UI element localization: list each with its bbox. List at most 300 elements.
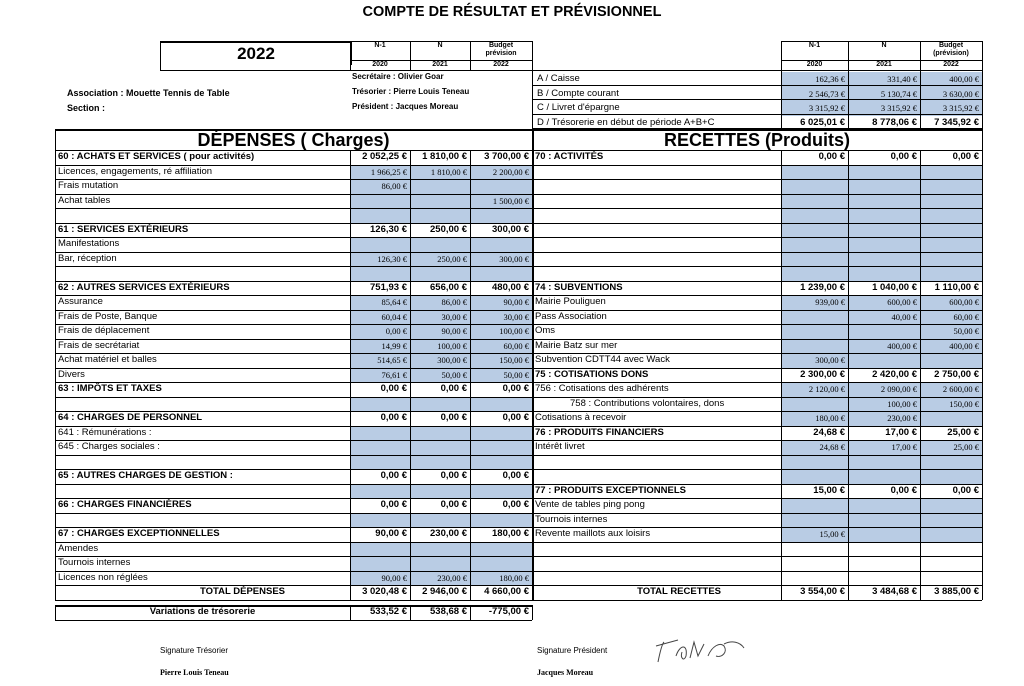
- col-year-right-0: 2020: [806, 61, 823, 68]
- grid-line: [55, 179, 982, 180]
- table-right-border: [982, 129, 983, 600]
- grid-line: [410, 150, 411, 600]
- col-year-right-2: 2022: [943, 61, 959, 68]
- table-left-border: [55, 129, 56, 600]
- expense-label: 66 : CHARGES FINANCIÈRES: [58, 499, 192, 510]
- income-value: 40,00 €: [848, 310, 920, 325]
- expense-value: 0,00 €: [502, 499, 529, 510]
- income-label: Intérêt livret: [535, 441, 585, 452]
- expense-value: 480,00 €: [492, 281, 529, 293]
- income-value: [848, 208, 920, 223]
- expense-label: 65 : AUTRES CHARGES DE GESTION :: [58, 470, 233, 481]
- income-label: [532, 556, 781, 571]
- grid-line: [55, 382, 982, 383]
- expense-value: [410, 542, 470, 557]
- expense-label: Assurance: [58, 296, 103, 307]
- expense-label: 62 : AUTRES SERVICES EXTÉRIEURS: [58, 281, 230, 293]
- grid-line: [55, 208, 982, 209]
- expense-label: 60 : ACHATS ET SERVICES ( pour activités): [58, 151, 255, 162]
- col-head-left-0: [350, 42, 410, 50]
- income-value: [848, 513, 920, 528]
- expense-value: [470, 237, 532, 252]
- expense-value: [350, 513, 410, 528]
- income-value: 300,00 €: [781, 353, 848, 368]
- income-value: [920, 542, 982, 557]
- income-value: [781, 498, 848, 513]
- income-label: Cotisations à recevoir: [535, 412, 627, 423]
- income-value: [781, 194, 848, 209]
- income-value: 2 120,00 €: [781, 382, 848, 397]
- expense-value: 85,64 €: [350, 295, 410, 310]
- expense-value: [410, 179, 470, 194]
- expense-label: Bar, réception: [58, 252, 117, 264]
- income-label: [532, 252, 781, 267]
- income-label: [532, 165, 781, 180]
- income-value: [920, 411, 982, 426]
- grid-line: [350, 150, 351, 600]
- income-value: [920, 556, 982, 571]
- president-signature-scribble: [650, 632, 750, 670]
- header-left-border: [160, 41, 161, 70]
- col-head-left-2: [470, 42, 532, 58]
- income-value: [781, 208, 848, 223]
- income-value: [848, 324, 920, 339]
- income-value: 150,00 €: [920, 397, 982, 412]
- income-value: [781, 339, 848, 354]
- expense-value: 30,00 €: [410, 310, 470, 325]
- income-value: 600,00 €: [848, 295, 920, 310]
- expense-value: [350, 484, 410, 499]
- income-value: 1 110,00 €: [934, 281, 979, 293]
- header-year-bottom: [160, 70, 350, 71]
- income-value: [920, 498, 982, 513]
- income-value: [920, 252, 982, 267]
- expense-value: 230,00 €: [410, 571, 470, 586]
- expense-value: 300,00 €: [492, 223, 529, 235]
- expense-label: Divers: [58, 368, 85, 380]
- grid-line: [55, 571, 982, 572]
- total-depenses-value: 2 946,00 €: [422, 586, 467, 597]
- income-value: [781, 469, 848, 484]
- grid-line: [55, 295, 982, 296]
- income-label: 74 : SUBVENTIONS: [535, 281, 623, 293]
- income-value: [781, 310, 848, 325]
- header-top-line: [160, 41, 532, 42]
- income-value: 939,00 €: [781, 295, 848, 310]
- expense-value: [350, 455, 410, 470]
- income-value: [848, 556, 920, 571]
- year-title: 2022: [160, 42, 352, 65]
- grid-line: [532, 85, 982, 86]
- grid-line: [470, 150, 471, 600]
- grid-line: [350, 605, 351, 620]
- grid-line: [55, 281, 982, 282]
- income-label: 76 : PRODUITS FINANCIERS: [535, 426, 664, 438]
- section-recettes: RECETTES (Produits): [663, 130, 850, 150]
- treasury-value: 7 345,92 €: [934, 116, 979, 128]
- income-label: Oms: [535, 325, 556, 336]
- expense-value: [350, 237, 410, 252]
- variations-value: -775,00 €: [488, 606, 529, 617]
- association-info: Association : Mouette Tennis de Table: [67, 88, 230, 98]
- expense-label: 61 : SERVICES EXTÉRIEURS: [58, 223, 189, 235]
- expense-label: Tournois internes: [58, 557, 131, 568]
- treasury-value: 6 025,01 €: [800, 116, 845, 128]
- expense-value: 0,00 €: [380, 383, 407, 394]
- income-value: [920, 513, 982, 528]
- expense-value: 2 052,25 €: [362, 151, 407, 162]
- treasury-label: B / Compte courant: [537, 87, 619, 99]
- section-depenses: DÉPENSES ( Charges): [197, 130, 390, 150]
- expense-label: 645 : Charges sociales :: [58, 441, 160, 452]
- income-value: [920, 223, 982, 238]
- expense-label: Manifestations: [58, 238, 120, 249]
- income-value: 24,68 €: [813, 426, 845, 438]
- expense-value: 1 500,00 €: [470, 194, 532, 209]
- expense-value: [410, 455, 470, 470]
- expense-value: [470, 440, 532, 455]
- expense-value: 0,00 €: [440, 470, 467, 481]
- expense-label: [55, 208, 350, 223]
- table-center-divider: [532, 129, 534, 600]
- variations-label: Variations de trésorerie: [149, 606, 256, 617]
- grid-line: [470, 605, 471, 620]
- grid-line: [55, 484, 982, 485]
- expense-value: 86,00 €: [350, 179, 410, 194]
- expense-value: 90,00 €: [350, 571, 410, 586]
- income-label: [532, 179, 781, 194]
- col-head-label: N: [437, 42, 443, 49]
- income-value: [920, 237, 982, 252]
- expense-value: 50,00 €: [470, 368, 532, 383]
- expense-value: 180,00 €: [470, 571, 532, 586]
- income-label: [532, 571, 781, 586]
- treasury-value: 162,36 €: [781, 72, 848, 87]
- treasury-label: D / Trésorerie en début de période A+B+C: [537, 116, 715, 128]
- expense-value: 1 966,25 €: [350, 165, 410, 180]
- expense-label: 641 : Rémunérations :: [58, 426, 152, 438]
- income-value: [920, 571, 982, 586]
- grid-line: [55, 368, 982, 369]
- income-value: [848, 527, 920, 542]
- expense-label: 63 : IMPÔTS ET TAXES: [58, 383, 162, 394]
- income-label: [532, 469, 781, 484]
- income-value: 15,00 €: [781, 527, 848, 542]
- grid-line: [55, 310, 982, 311]
- grid-line: [55, 556, 982, 557]
- treasury-value: 2 546,73 €: [781, 87, 848, 102]
- income-value: [781, 513, 848, 528]
- col-head-left-1: [410, 42, 470, 50]
- treasury-label: A / Caisse: [537, 73, 580, 84]
- grid-line: [55, 397, 982, 398]
- income-value: 17,00 €: [885, 426, 917, 438]
- income-value: 600,00 €: [920, 295, 982, 310]
- income-value: [781, 397, 848, 412]
- income-value: [781, 556, 848, 571]
- grid-line: [55, 426, 982, 427]
- expense-value: [470, 513, 532, 528]
- income-value: [848, 455, 920, 470]
- income-label: Tournois internes: [535, 513, 608, 525]
- income-value: 400,00 €: [920, 339, 982, 354]
- header-mid-line: [350, 60, 532, 61]
- col-head-right-0: [781, 42, 848, 50]
- expense-value: 0,00 €: [502, 470, 529, 481]
- expense-value: 0,00 €: [380, 499, 407, 510]
- grid-line: [920, 150, 921, 600]
- expense-label: [55, 484, 350, 499]
- grid-line: [532, 114, 982, 115]
- expense-value: 90,00 €: [375, 528, 407, 539]
- income-value: 2 600,00 €: [920, 382, 982, 397]
- expense-value: 0,00 €: [440, 412, 467, 423]
- expense-value: [470, 556, 532, 571]
- income-value: 0,00 €: [952, 484, 979, 496]
- expense-value: 1 810,00 €: [422, 151, 467, 162]
- total-recettes-value: 3 484,68 €: [872, 586, 917, 597]
- expense-value: 126,30 €: [370, 223, 407, 235]
- grid-line: [55, 585, 982, 586]
- expense-value: 3 700,00 €: [484, 151, 529, 162]
- expense-value: 50,00 €: [410, 368, 470, 383]
- income-value: 2 300,00 €: [800, 368, 845, 380]
- grid-line: [55, 266, 982, 267]
- expense-value: 300,00 €: [470, 252, 532, 267]
- income-label: [532, 455, 781, 470]
- variations-value: 533,52 €: [370, 606, 407, 617]
- header-bottom-line: [350, 70, 532, 71]
- col-year-left-0: 2020: [372, 61, 388, 68]
- treasury-value: 3 630,00 €: [920, 87, 982, 102]
- total-depenses-value: 3 020,48 €: [362, 586, 407, 597]
- expense-value: 180,00 €: [492, 528, 529, 539]
- income-value: [920, 179, 982, 194]
- income-value: [848, 353, 920, 368]
- grid-line: [55, 324, 982, 325]
- income-value: [781, 179, 848, 194]
- income-label: [532, 223, 781, 238]
- income-value: 400,00 €: [848, 339, 920, 354]
- expense-value: 1 810,00 €: [410, 165, 470, 180]
- expense-value: 0,00 €: [380, 470, 407, 481]
- grid-line: [55, 194, 982, 195]
- income-value: 0,00 €: [890, 151, 917, 162]
- grid-line: [410, 605, 411, 620]
- income-value: [848, 179, 920, 194]
- income-value: [781, 252, 848, 267]
- income-value: [848, 571, 920, 586]
- grid-line: [532, 605, 533, 620]
- expense-value: [350, 208, 410, 223]
- expense-value: [350, 556, 410, 571]
- income-label: 70 : ACTIVITÉS: [535, 151, 604, 162]
- expense-label: Amendes: [58, 542, 99, 554]
- income-value: [781, 542, 848, 557]
- table-top-border: [55, 129, 982, 131]
- treasury-label: C / Livret d'épargne: [537, 102, 620, 113]
- expense-value: [350, 426, 410, 441]
- col-head-label: Budget: [488, 42, 514, 49]
- income-label: [532, 194, 781, 209]
- treasury-value: 3 315,92 €: [848, 101, 920, 116]
- income-value: 100,00 €: [848, 397, 920, 412]
- col-head-sublabel: (prévision): [933, 50, 969, 57]
- president-signature-label: Signature Président: [537, 646, 608, 655]
- expense-value: 0,00 €: [350, 324, 410, 339]
- expense-value: [470, 542, 532, 557]
- expense-label: 67 : CHARGES EXCEPTIONNELLES: [58, 528, 220, 539]
- col-head-label: Budget: [938, 42, 964, 49]
- grid-line: [982, 41, 983, 129]
- col-head-right-1: [848, 42, 920, 50]
- expense-value: [470, 266, 532, 281]
- expense-value: [470, 426, 532, 441]
- variations-top: [55, 605, 532, 607]
- expense-value: 90,00 €: [470, 295, 532, 310]
- income-value: [920, 194, 982, 209]
- expense-value: 656,00 €: [430, 281, 467, 293]
- total-depenses-label: TOTAL DÉPENSES: [200, 586, 285, 597]
- income-value: [920, 208, 982, 223]
- grid-line: [55, 542, 982, 543]
- treasury-value: 331,40 €: [848, 72, 920, 87]
- income-value: [848, 266, 920, 281]
- col-year-left-2: 2022: [493, 61, 509, 68]
- treasury-value: 5 130,74 €: [848, 87, 920, 102]
- col-head-label: N-1: [374, 42, 386, 49]
- income-label: Revente maillots aux loisirs: [535, 528, 651, 539]
- expense-value: [470, 179, 532, 194]
- expense-value: [410, 556, 470, 571]
- grid-line: [55, 353, 982, 354]
- expense-value: [470, 455, 532, 470]
- total-recettes-value: 3 885,00 €: [934, 586, 979, 597]
- expense-label: 64 : CHARGES DE PERSONNEL: [58, 412, 203, 423]
- expense-value: 150,00 €: [470, 353, 532, 368]
- income-label: 75 : COTISATIONS DONS: [535, 368, 649, 380]
- income-label: [532, 542, 781, 557]
- grid-line: [410, 41, 411, 70]
- expense-value: 751,93 €: [370, 281, 407, 293]
- expense-value: [350, 266, 410, 281]
- expense-label: Frais de Poste, Banque: [58, 310, 158, 322]
- treasury-value: 3 315,92 €: [920, 101, 982, 116]
- income-label: Vente de tables ping pong: [535, 499, 645, 510]
- expense-label: Achat tables: [58, 194, 111, 206]
- expense-value: 250,00 €: [410, 252, 470, 267]
- income-value: [848, 469, 920, 484]
- expense-value: [410, 237, 470, 252]
- total-recettes-label: TOTAL RECETTES: [637, 586, 721, 597]
- grid-line: [55, 513, 982, 514]
- grid-line: [55, 223, 982, 224]
- expense-value: [350, 194, 410, 209]
- treasury-value: 3 315,92 €: [781, 101, 848, 116]
- income-value: [781, 237, 848, 252]
- expense-value: 0,00 €: [440, 499, 467, 510]
- expense-value: 60,04 €: [350, 310, 410, 325]
- income-value: 24,68 €: [781, 440, 848, 455]
- expense-label: Achat matériel et balles: [58, 354, 157, 365]
- income-label: 77 : PRODUITS EXCEPTIONNELS: [535, 484, 686, 496]
- grid-line: [350, 41, 351, 70]
- income-value: [848, 194, 920, 209]
- income-value: 17,00 €: [848, 440, 920, 455]
- expense-value: 60,00 €: [470, 339, 532, 354]
- col-year-right-1: 2021: [876, 61, 892, 68]
- income-label: [532, 266, 781, 281]
- grid-line: [781, 41, 982, 42]
- income-label: Mairie Pouliguen: [535, 296, 606, 307]
- income-value: 50,00 €: [920, 324, 982, 339]
- expense-value: [410, 208, 470, 223]
- expense-value: 76,61 €: [350, 368, 410, 383]
- treasury-value: 8 778,06 €: [872, 116, 917, 128]
- income-value: 1 040,00 €: [872, 281, 917, 293]
- tresorier-info: Trésorier : Pierre Louis Teneau: [352, 87, 470, 96]
- section-info: Section :: [67, 103, 106, 113]
- expense-value: 126,30 €: [350, 252, 410, 267]
- expense-value: 230,00 €: [430, 528, 467, 539]
- expense-value: 100,00 €: [410, 339, 470, 354]
- expense-label: [55, 266, 350, 281]
- expense-value: 0,00 €: [502, 383, 529, 394]
- income-value: [781, 266, 848, 281]
- variations-bottom: [55, 620, 532, 622]
- expense-value: [410, 397, 470, 412]
- income-value: [920, 455, 982, 470]
- income-value: [920, 527, 982, 542]
- expense-label: Frais de secrétariat: [58, 339, 140, 351]
- expense-label: Licences, engagements, ré affiliation: [58, 165, 213, 177]
- income-value: 230,00 €: [848, 411, 920, 426]
- expense-value: 90,00 €: [410, 324, 470, 339]
- grid-line: [55, 455, 982, 456]
- expense-value: 2 200,00 €: [470, 165, 532, 180]
- income-value: [848, 237, 920, 252]
- income-label: Mairie Batz sur mer: [535, 339, 618, 351]
- grid-line: [55, 165, 982, 166]
- expense-value: [410, 484, 470, 499]
- grid-line: [532, 99, 982, 100]
- treasurer-name: Pierre Louis Teneau: [160, 668, 229, 677]
- total-depenses-value: 4 660,00 €: [484, 586, 529, 597]
- income-label: Pass Association: [535, 310, 607, 322]
- expense-value: 30,00 €: [470, 310, 532, 325]
- grid-line: [55, 339, 982, 340]
- president-info: Président : Jacques Moreau: [352, 102, 459, 111]
- income-value: [781, 571, 848, 586]
- expense-value: [470, 484, 532, 499]
- expense-value: [350, 542, 410, 557]
- income-value: 2 090,00 €: [848, 382, 920, 397]
- expense-value: 100,00 €: [470, 324, 532, 339]
- income-value: 1 239,00 €: [800, 281, 845, 293]
- expense-value: [470, 397, 532, 412]
- expense-label: Frais de déplacement: [58, 325, 150, 336]
- expense-label: [55, 397, 350, 412]
- expense-value: 514,65 €: [350, 353, 410, 368]
- treasurer-signature-label: Signature Trésorier: [160, 646, 229, 655]
- income-label: [532, 208, 781, 223]
- grid-line: [55, 527, 982, 528]
- expense-value: 0,00 €: [440, 383, 467, 394]
- income-value: [920, 165, 982, 180]
- income-value: [848, 542, 920, 557]
- income-value: [848, 223, 920, 238]
- grid-line: [532, 70, 982, 71]
